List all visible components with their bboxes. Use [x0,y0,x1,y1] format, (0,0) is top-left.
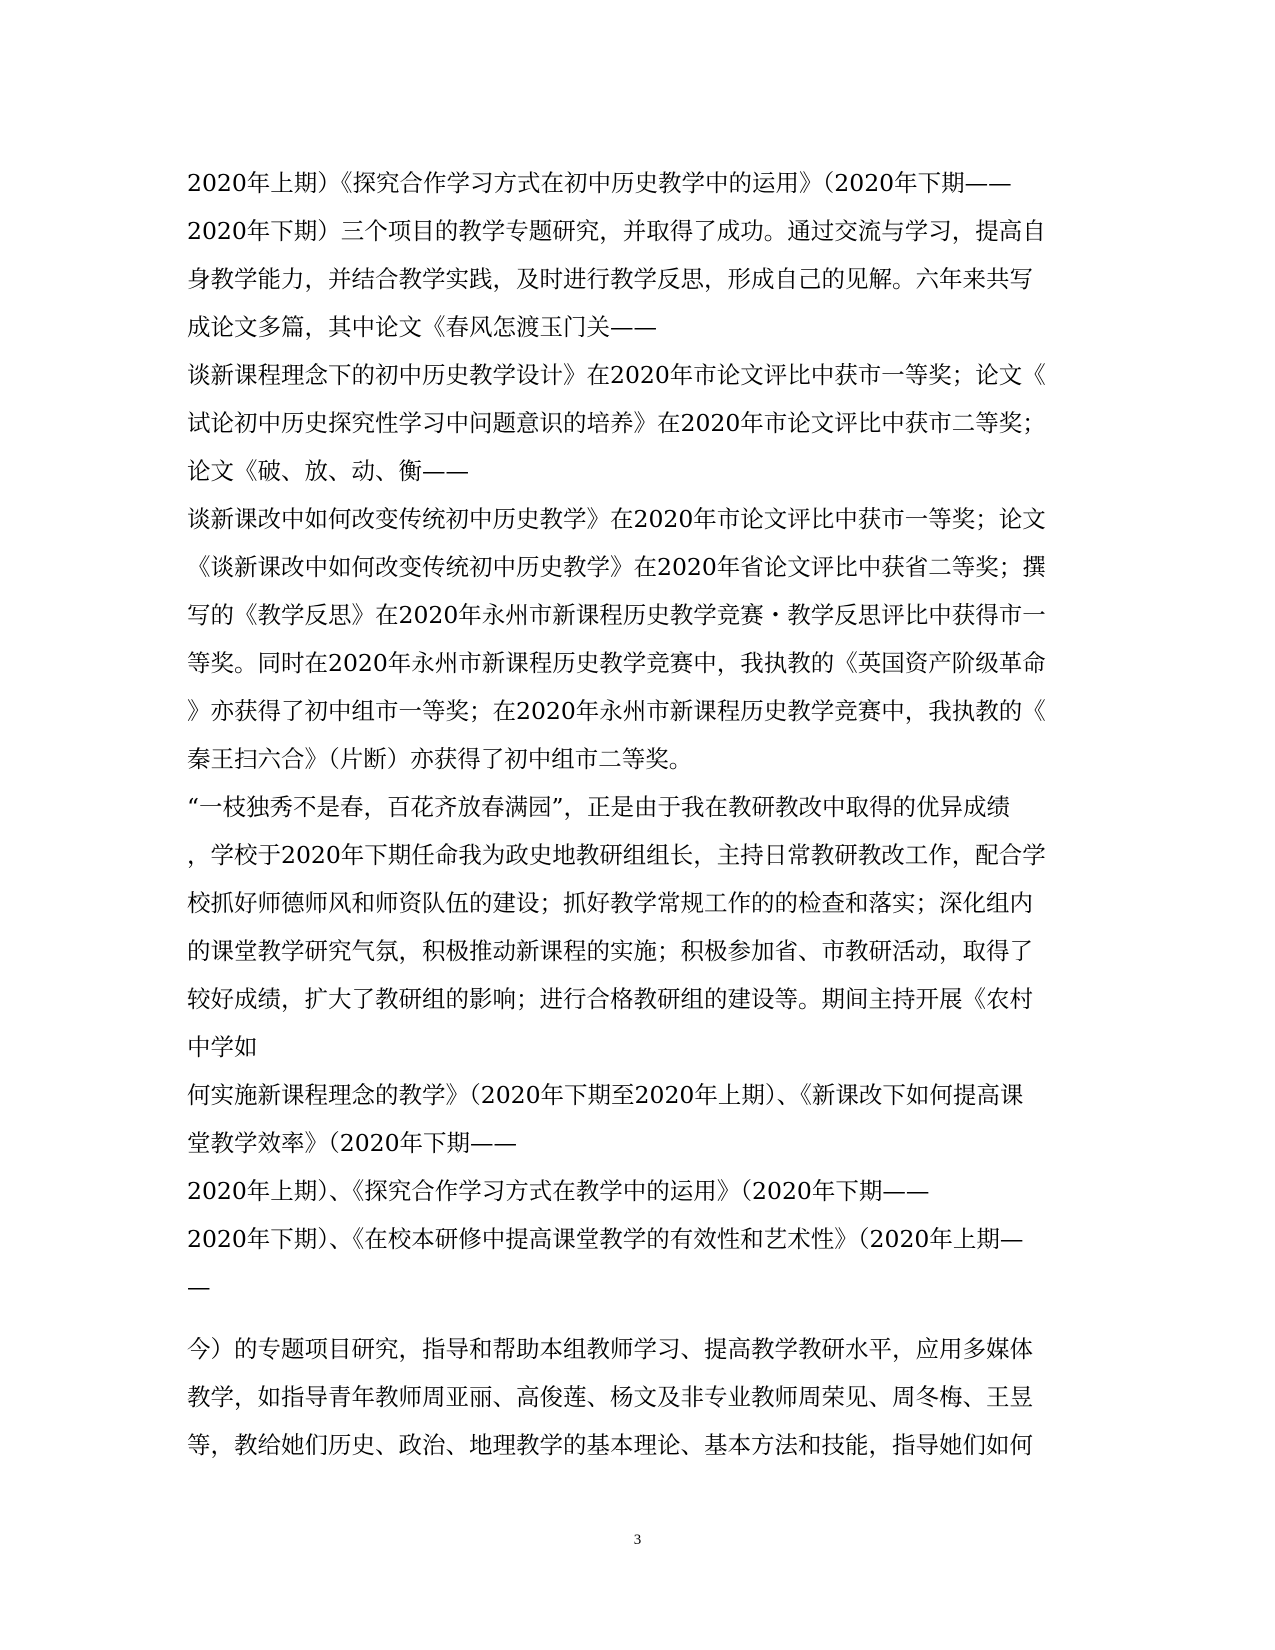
text-line: 》亦获得了初中组市一等奖；在2020年永州市新课程历史教学竞赛中，我执教的《 [187,697,1046,725]
page-number: 3 [633,1532,642,1548]
text-line: 教学，如指导青年教师周亚丽、高俊莲、杨文及非专业教师周荣见、周冬梅、王昱 [187,1383,1033,1411]
text-line: 写的《教学反思》在2020年永州市新课程历史教学竞赛・教学反思评比中获得市一 [187,601,1046,629]
text-line: 论文《破、放、动、衡—— [187,457,469,485]
text-line: 中学如 [187,1033,258,1061]
text-line: 2020年下期）三个项目的教学专题研究，并取得了成功。通过交流与学习，提高自 [187,217,1046,245]
text-line: 成论文多篇，其中论文《春风怎渡玉门关—— [187,313,657,341]
text-line: 等奖。同时在2020年永州市新课程历史教学竞赛中，我执教的《英国资产阶级革命 [187,649,1046,677]
text-line: 试论初中历史探究性学习中问题意识的培养》在2020年市论文评比中获市二等奖； [187,409,1046,437]
text-line: “一枝独秀不是春，百花齐放春满园”，正是由于我在教研教改中取得的优异成绩 [187,793,1011,821]
text-line: 2020年上期）《探究合作学习方式在初中历史教学中的运用》（2020年下期—— [187,169,1012,197]
text-line: ，学校于2020年下期任命我为政史地教研组组长，主持日常教研教改工作，配合学 [187,841,1046,869]
text-line: 谈新课程理念下的初中历史教学设计》在2020年市论文评比中获市一等奖；论文《 [187,361,1046,389]
text-line: 今）的专题项目研究，指导和帮助本组教师学习、提高教学教研水平，应用多媒体 [187,1335,1033,1363]
text-line: 的课堂教学研究气氛，积极推动新课程的实施；积极参加省、市教研活动，取得了 [187,937,1033,965]
text-line: 较好成绩，扩大了教研组的影响；进行合格教研组的建设等。期间主持开展《农村 [187,985,1033,1013]
text-line: 秦王扫六合》（片断）亦获得了初中组市二等奖。 [187,745,693,773]
text-line: 谈新课改中如何改变传统初中历史教学》在2020年市论文评比中获市一等奖；论文 [187,505,1046,533]
text-line: 等，教给她们历史、政治、地理教学的基本理论、基本方法和技能，指导她们如何 [187,1431,1033,1459]
text-line: 何实施新课程理念的教学》（2020年下期至2020年上期）、《新课改下如何提高课 [187,1081,1024,1109]
text-line: 2020年下期）、《在校本研修中提高课堂教学的有效性和艺术性》（2020年上期— [187,1225,1024,1253]
text-line: — [187,1273,211,1301]
body-text [187,159,1087,1469]
text-line: 堂教学效率》（2020年下期—— [187,1129,518,1157]
text-line: 《谈新课改中如何改变传统初中历史教学》在2020年省论文评比中获省二等奖；撰 [187,553,1046,581]
text-line: 校抓好师德师风和师资队伍的建设；抓好教学常规工作的的检查和落实；深化组内 [187,889,1033,917]
text-line: 2020年上期）、《探究合作学习方式在教学中的运用》（2020年下期—— [187,1177,930,1205]
text-line: 身教学能力，并结合教学实践，及时进行教学反思，形成自己的见解。六年来共写 [187,265,1033,293]
